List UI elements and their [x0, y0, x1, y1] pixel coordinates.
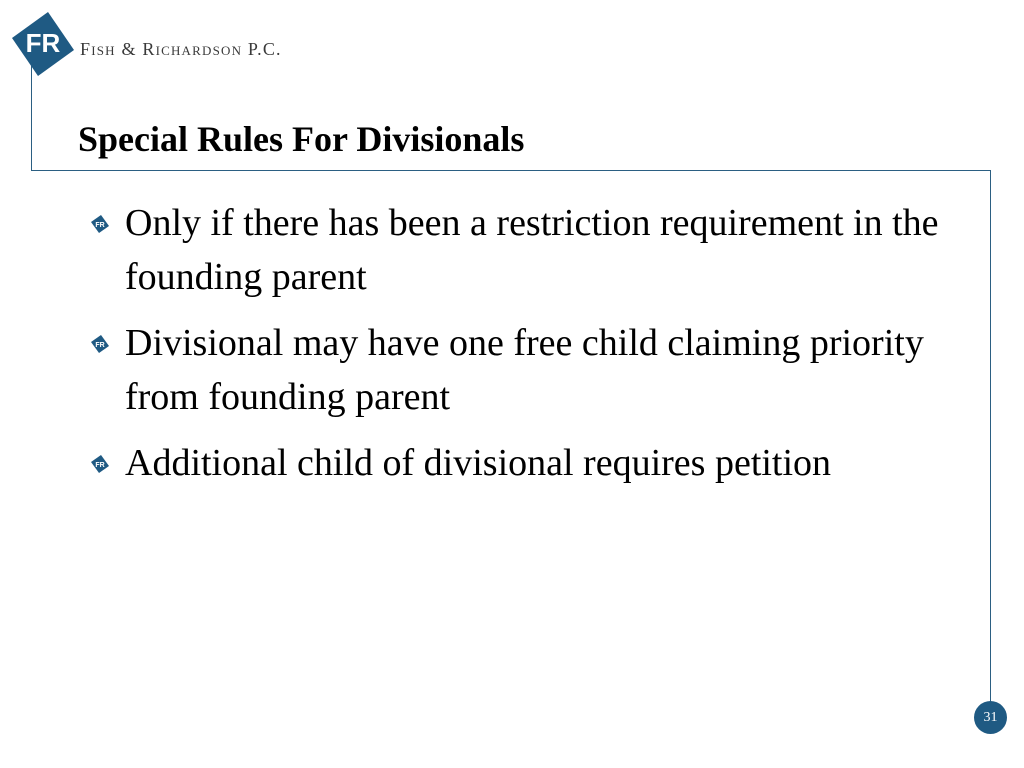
- bullet-text: Divisional may have one free child claiming priority from founding parent: [125, 322, 924, 418]
- svg-text:FR: FR: [95, 222, 105, 229]
- bullet-item: [90, 316, 960, 424]
- bullet-text: Only if there has been a restriction requirement in the founding parent: [125, 202, 939, 298]
- firm-name: Fish & Richardson P.C.: [80, 39, 282, 59]
- frame-line-top: [31, 170, 991, 171]
- logo-text: FR: [25, 28, 61, 58]
- bullet-text: Additional child of divisional requires petition: [125, 442, 832, 484]
- svg-text:FR: FR: [95, 462, 105, 469]
- slide-title: Special Rules For Divisionals: [78, 119, 525, 159]
- page-number-badge: 31: [974, 701, 1007, 734]
- fr-logo-icon: [8, 8, 80, 80]
- fr-logo-bullet-icon: [90, 214, 110, 234]
- fr-logo-bullet-icon: [90, 334, 110, 354]
- bullet-list: [90, 196, 960, 502]
- frame-line-right: [990, 170, 991, 705]
- bullet-item: [90, 196, 960, 304]
- svg-text:FR: FR: [95, 342, 105, 349]
- bullet-item: [90, 436, 960, 490]
- fr-logo-bullet-icon: [90, 454, 110, 474]
